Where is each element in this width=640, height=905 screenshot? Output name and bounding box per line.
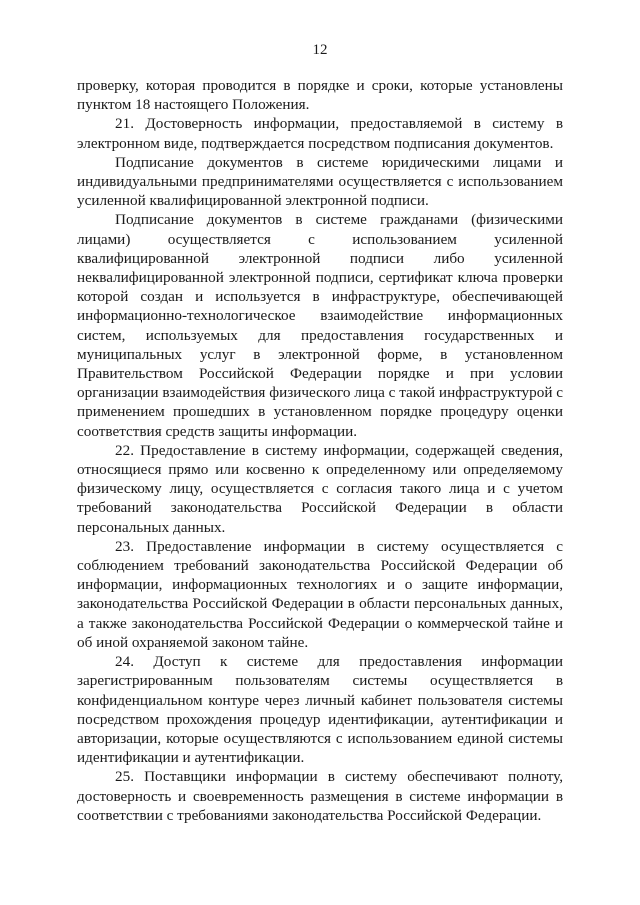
paragraph-item-21: 21. Достоверность информации, предоставляемой в систему в электронном виде, подтверждается посредством подписания документов. (77, 115, 563, 152)
paragraph-item-24: 24. Доступ к системе для предоставления информации зарегистрированным пользователям системы осуществляется в конфиденциальном контуре через личный кабинет пользователя системы посредством прохождения процедур идентификации, аутентификации и авторизации, которые осуществляются с использованием единой системы идентификации и аутентификации. (77, 653, 563, 767)
paragraph-continuation: проверку, которая проводится в порядке и сроки, которые установлены пунктом 18 настоящего Положения. (77, 77, 563, 114)
paragraph-item-23: 23. Предоставление информации в систему осуществляется с соблюдением требований законодательства Российской Федерации об информации, информационных технологиях и о защите информации, законодательства Российской Федерации в области персональных данных, а также законодательства Российской Федерации о коммерческой тайне и об иной охраняемой законом тайне. (77, 537, 563, 651)
paragraph-item-25: 25. Поставщики информации в систему обеспечивают полноту, достоверность и своевременность размещения в системе информации в соответствии с требованиями законодательства Российской Федерации. (77, 768, 563, 824)
paragraph-legal-entities-signing: Подписание документов в системе юридическими лицами и индивидуальными предпринимателями осуществляется с использованием усиленной квалифицированной электронной подписи. (77, 153, 563, 210)
document-body (77, 76, 563, 825)
page-number: 12 (312, 42, 328, 58)
paragraph-item-22: 22. Предоставление в систему информации, содержащей сведения, относящиеся прямо или косвенно к определенному или определяемому физическому лицу, осуществляется с согласия такого лица и с учетом требований законодательства Российской Федерации в области персональных данных. (77, 441, 563, 536)
paragraph-citizens-signing: Подписание документов в системе гражданами (физическими лицами) осуществляется с использованием усиленной квалифицированной электронной подписи либо усиленной неквалифицированной электронной подписи, сертификат ключа проверки которой создан и используется в инфраструктуре, обеспечивающей информационно-технологическое взаимодействие информационных систем, используемых для предоставления государственных и муниципальных услуг в электронной форме, в установленном Правительством Российской Федерации порядке и при условии организации взаимодействия физического лица с такой инфраструктурой с применением прошедших в установленном порядке процедуру оценки соответствия средств защиты информации. (77, 211, 563, 440)
